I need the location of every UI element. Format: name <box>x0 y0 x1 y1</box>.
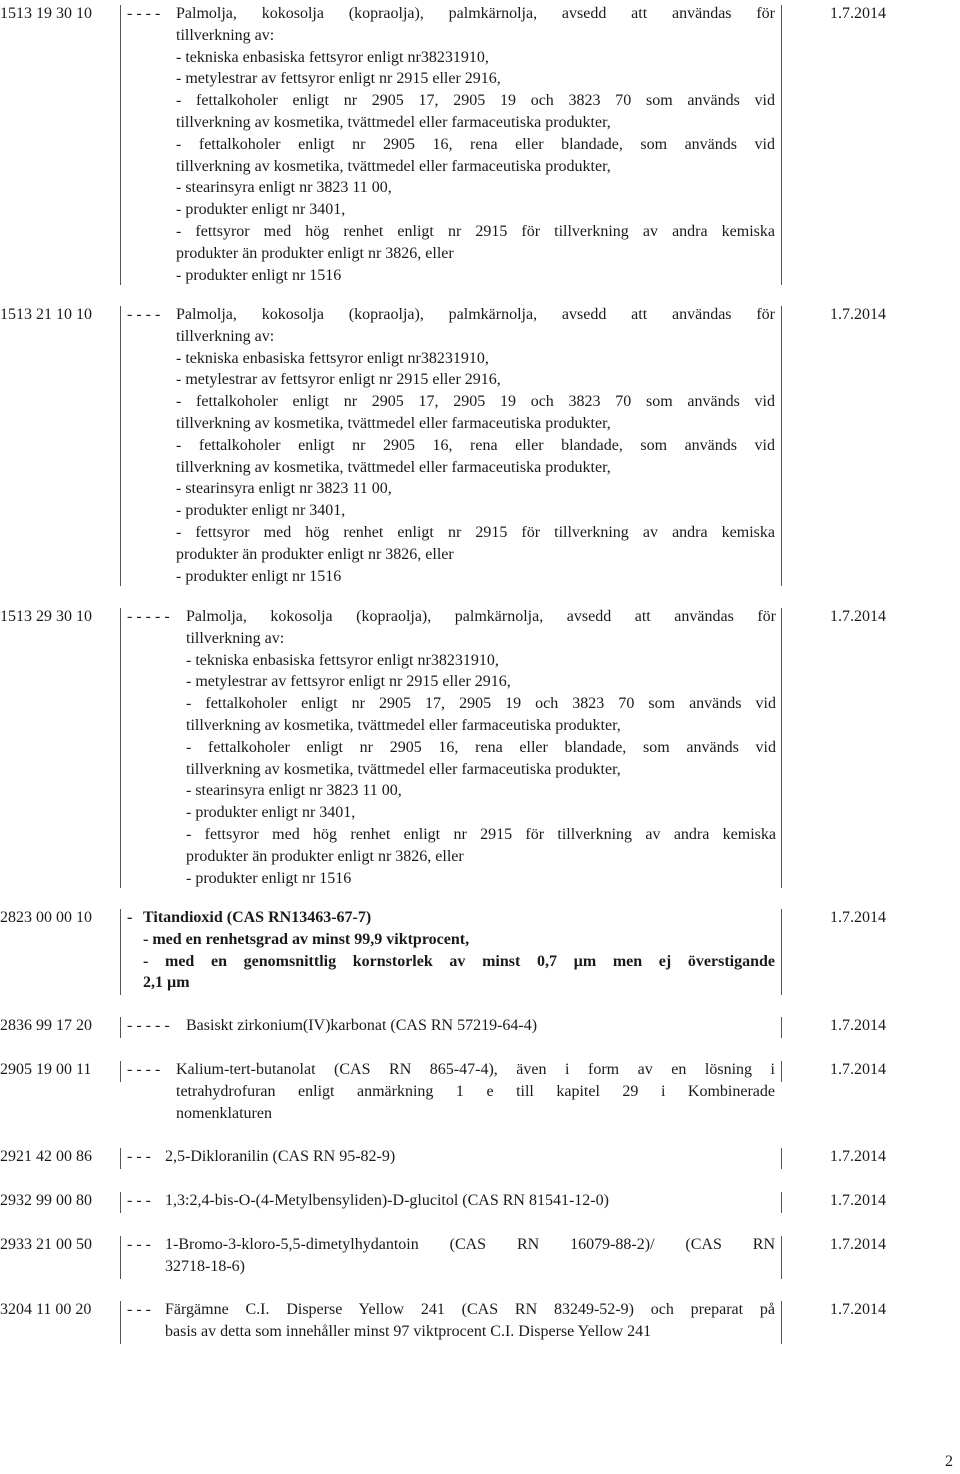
indent-dashes: - - - - <box>127 5 161 22</box>
indent-dashes: - - - <box>127 1301 151 1318</box>
effective-date: 1.7.2014 <box>830 1148 886 1165</box>
column-divider <box>781 1192 782 1213</box>
description-line: 2,1 µm <box>143 974 190 992</box>
column-divider <box>120 1148 121 1169</box>
effective-date: 1.7.2014 <box>830 1236 886 1253</box>
description-line: - med en genomsnittlig kornstorlek av minst 0,7 µm men ej överstigande <box>143 952 775 970</box>
description-line: - tekniska enbasiska fettsyror enligt nr38231910, <box>176 48 489 66</box>
description-line: - fettsyror med hög renhet enligt nr 2915 för tillverkning av andra kemiska <box>186 825 776 843</box>
description-line: - fettalkoholer enligt nr 2905 16, rena eller blandade, som används vid <box>186 738 776 756</box>
description-line: - fettsyror med hög renhet enligt nr 2915 för tillverkning av andra kemiska <box>176 523 775 541</box>
description-line: produkter än produkter enligt nr 3826, eller <box>176 545 454 563</box>
description-line: tillverkning av: <box>176 26 275 44</box>
description-line: 1-Bromo-3-kloro-5,5-dimetylhydantoin (CAS RN 16079-88-2)/ (CAS RN <box>165 1236 775 1253</box>
description-line: tillverkning av kosmetika, tvättmedel eller farmaceutiska produkter, <box>176 414 611 432</box>
description-line: - stearinsyra enligt nr 3823 11 00, <box>176 480 392 498</box>
tariff-code: 1513 21 10 10 <box>0 306 92 323</box>
tariff-code: 2932 99 00 80 <box>0 1192 92 1209</box>
column-divider <box>781 306 782 586</box>
description-line: - med en renhetsgrad av minst 99,9 viktprocent, <box>143 930 470 948</box>
description-line: - produkter enligt nr 3401, <box>176 502 346 520</box>
description-line: - stearinsyra enligt nr 3823 11 00, <box>176 179 392 197</box>
effective-date: 1.7.2014 <box>830 1301 886 1318</box>
indent-dashes: - - - - <box>127 1061 161 1078</box>
description-line: produkter än produkter enligt nr 3826, eller <box>176 244 454 262</box>
column-divider <box>120 1017 121 1038</box>
description-line: Palmolja, kokosolja (kopraolja), palmkärnolja, avsedd att användas för <box>176 5 775 22</box>
tariff-code: 1513 29 30 10 <box>0 608 92 625</box>
effective-date: 1.7.2014 <box>830 306 886 323</box>
description-line: - fettalkoholer enligt nr 2905 17, 2905 19 och 3823 70 som används vid <box>176 393 775 411</box>
description-line: Basiskt zirkonium(IV)karbonat (CAS RN 57219-64-4) <box>186 1017 538 1034</box>
column-divider <box>120 1192 121 1213</box>
tariff-code: 2921 42 00 86 <box>0 1148 92 1165</box>
tariff-code: 2933 21 00 50 <box>0 1236 92 1253</box>
column-divider <box>781 1017 782 1038</box>
description-line: 32718-18-6) <box>165 1257 245 1275</box>
description-line: tillverkning av: <box>186 629 285 647</box>
indent-dashes: - - - - <box>127 306 161 323</box>
description-line: - fettalkoholer enligt nr 2905 16, rena eller blandade, som används vid <box>176 135 775 153</box>
column-divider <box>781 1236 782 1279</box>
description-line: tillverkning av kosmetika, tvättmedel eller farmaceutiska produkter, <box>176 157 611 175</box>
description-line: tillverkning av kosmetika, tvättmedel eller farmaceutiska produkter, <box>186 760 621 778</box>
column-divider <box>120 909 121 995</box>
description-line: - tekniska enbasiska fettsyror enligt nr38231910, <box>176 349 489 367</box>
description-line: Palmolja, kokosolja (kopraolja), palmkärnolja, avsedd att användas för <box>186 608 776 625</box>
description-line: - tekniska enbasiska fettsyror enligt nr38231910, <box>186 651 499 669</box>
column-divider <box>120 608 121 888</box>
column-divider <box>781 1061 782 1082</box>
description-line: - produkter enligt nr 1516 <box>186 869 352 887</box>
description <box>143 907 775 994</box>
description-line: basis av detta som innehåller minst 97 viktprocent C.I. Disperse Yellow 241 <box>165 1322 652 1340</box>
column-divider <box>120 1061 121 1082</box>
indent-dashes: - - - <box>127 1148 151 1165</box>
description-line: tillverkning av kosmetika, tvättmedel eller farmaceutiska produkter, <box>176 113 611 131</box>
description-line: Färgämne C.I. Disperse Yellow 241 (CAS RN 83249-52-9) och preparat på <box>165 1301 775 1318</box>
description-line: - metylestrar av fettsyror enligt nr 2915 eller 2916, <box>176 70 501 88</box>
description-line: produkter än produkter enligt nr 3826, eller <box>186 847 464 865</box>
description-line: 2,5-Dikloranilin (CAS RN 95-82-9) <box>165 1148 396 1165</box>
effective-date: 1.7.2014 <box>830 909 886 926</box>
description-line: Palmolja, kokosolja (kopraolja), palmkärnolja, avsedd att användas för <box>176 306 775 323</box>
column-divider <box>781 1301 782 1344</box>
description-line: - metylestrar av fettsyror enligt nr 2915 eller 2916, <box>176 371 501 389</box>
description-line: - fettalkoholer enligt nr 2905 17, 2905 19 och 3823 70 som används vid <box>186 695 776 713</box>
column-divider <box>120 5 121 285</box>
indent-dashes: - - - - - <box>127 1017 170 1034</box>
column-divider <box>120 1301 121 1344</box>
description-line: Titandioxid (CAS RN13463-67-7) <box>143 909 372 926</box>
indent-dashes: - <box>127 909 133 926</box>
description-line: Kalium-tert-butanolat (CAS RN 865-47-4), även i form av en lösning i <box>176 1061 775 1078</box>
tariff-code: 2823 00 00 10 <box>0 909 92 926</box>
description-line: - fettalkoholer enligt nr 2905 16, rena eller blandade, som används vid <box>176 436 775 454</box>
column-divider <box>781 608 782 888</box>
column-divider <box>120 1236 121 1279</box>
tariff-code: 2905 19 00 11 <box>0 1061 92 1078</box>
description-line: - produkter enligt nr 3401, <box>176 201 346 219</box>
description <box>176 1059 775 1124</box>
description-line: nomenklaturen <box>176 1104 272 1122</box>
description <box>165 1299 775 1343</box>
indent-dashes: - - - <box>127 1192 151 1209</box>
description-line: - produkter enligt nr 1516 <box>176 567 342 585</box>
column-divider <box>781 1148 782 1169</box>
description-line: - fettsyror med hög renhet enligt nr 2915 för tillverkning av andra kemiska <box>176 222 775 240</box>
effective-date: 1.7.2014 <box>830 1061 886 1078</box>
description-line: - stearinsyra enligt nr 3823 11 00, <box>186 782 402 800</box>
indent-dashes: - - - - - <box>127 608 170 625</box>
description <box>176 3 775 286</box>
description-line: - produkter enligt nr 3401, <box>186 804 356 822</box>
description-line: - metylestrar av fettsyror enligt nr 2915 eller 2916, <box>186 673 511 691</box>
column-divider <box>781 909 782 995</box>
description-line: tillverkning av: <box>176 327 275 345</box>
description-line: tetrahydrofuran enligt anmärkning 1 e till kapitel 29 i Kombinerade <box>176 1082 775 1100</box>
effective-date: 1.7.2014 <box>830 5 886 22</box>
tariff-code: 3204 11 00 20 <box>0 1301 92 1318</box>
description-line: - produkter enligt nr 1516 <box>176 266 342 284</box>
effective-date: 1.7.2014 <box>830 1192 886 1209</box>
description <box>186 606 776 889</box>
description-line: tillverkning av kosmetika, tvättmedel eller farmaceutiska produkter, <box>176 458 611 476</box>
description <box>165 1190 775 1212</box>
tariff-code: 2836 99 17 20 <box>0 1017 92 1034</box>
page-number: 2 <box>945 1453 953 1470</box>
column-divider <box>120 306 121 586</box>
description-line: 1,3:2,4-bis-O-(4-Metylbensyliden)-D-glucitol (CAS RN 81541-12-0) <box>165 1192 609 1209</box>
indent-dashes: - - - <box>127 1236 151 1253</box>
tariff-code: 1513 19 30 10 <box>0 5 92 22</box>
description <box>165 1234 775 1278</box>
description <box>176 304 775 587</box>
column-divider <box>781 5 782 285</box>
description <box>165 1146 775 1168</box>
description-line: tillverkning av kosmetika, tvättmedel eller farmaceutiska produkter, <box>186 716 621 734</box>
description-line: - fettalkoholer enligt nr 2905 17, 2905 19 och 3823 70 som används vid <box>176 92 775 110</box>
description <box>186 1015 776 1037</box>
effective-date: 1.7.2014 <box>830 1017 886 1034</box>
effective-date: 1.7.2014 <box>830 608 886 625</box>
